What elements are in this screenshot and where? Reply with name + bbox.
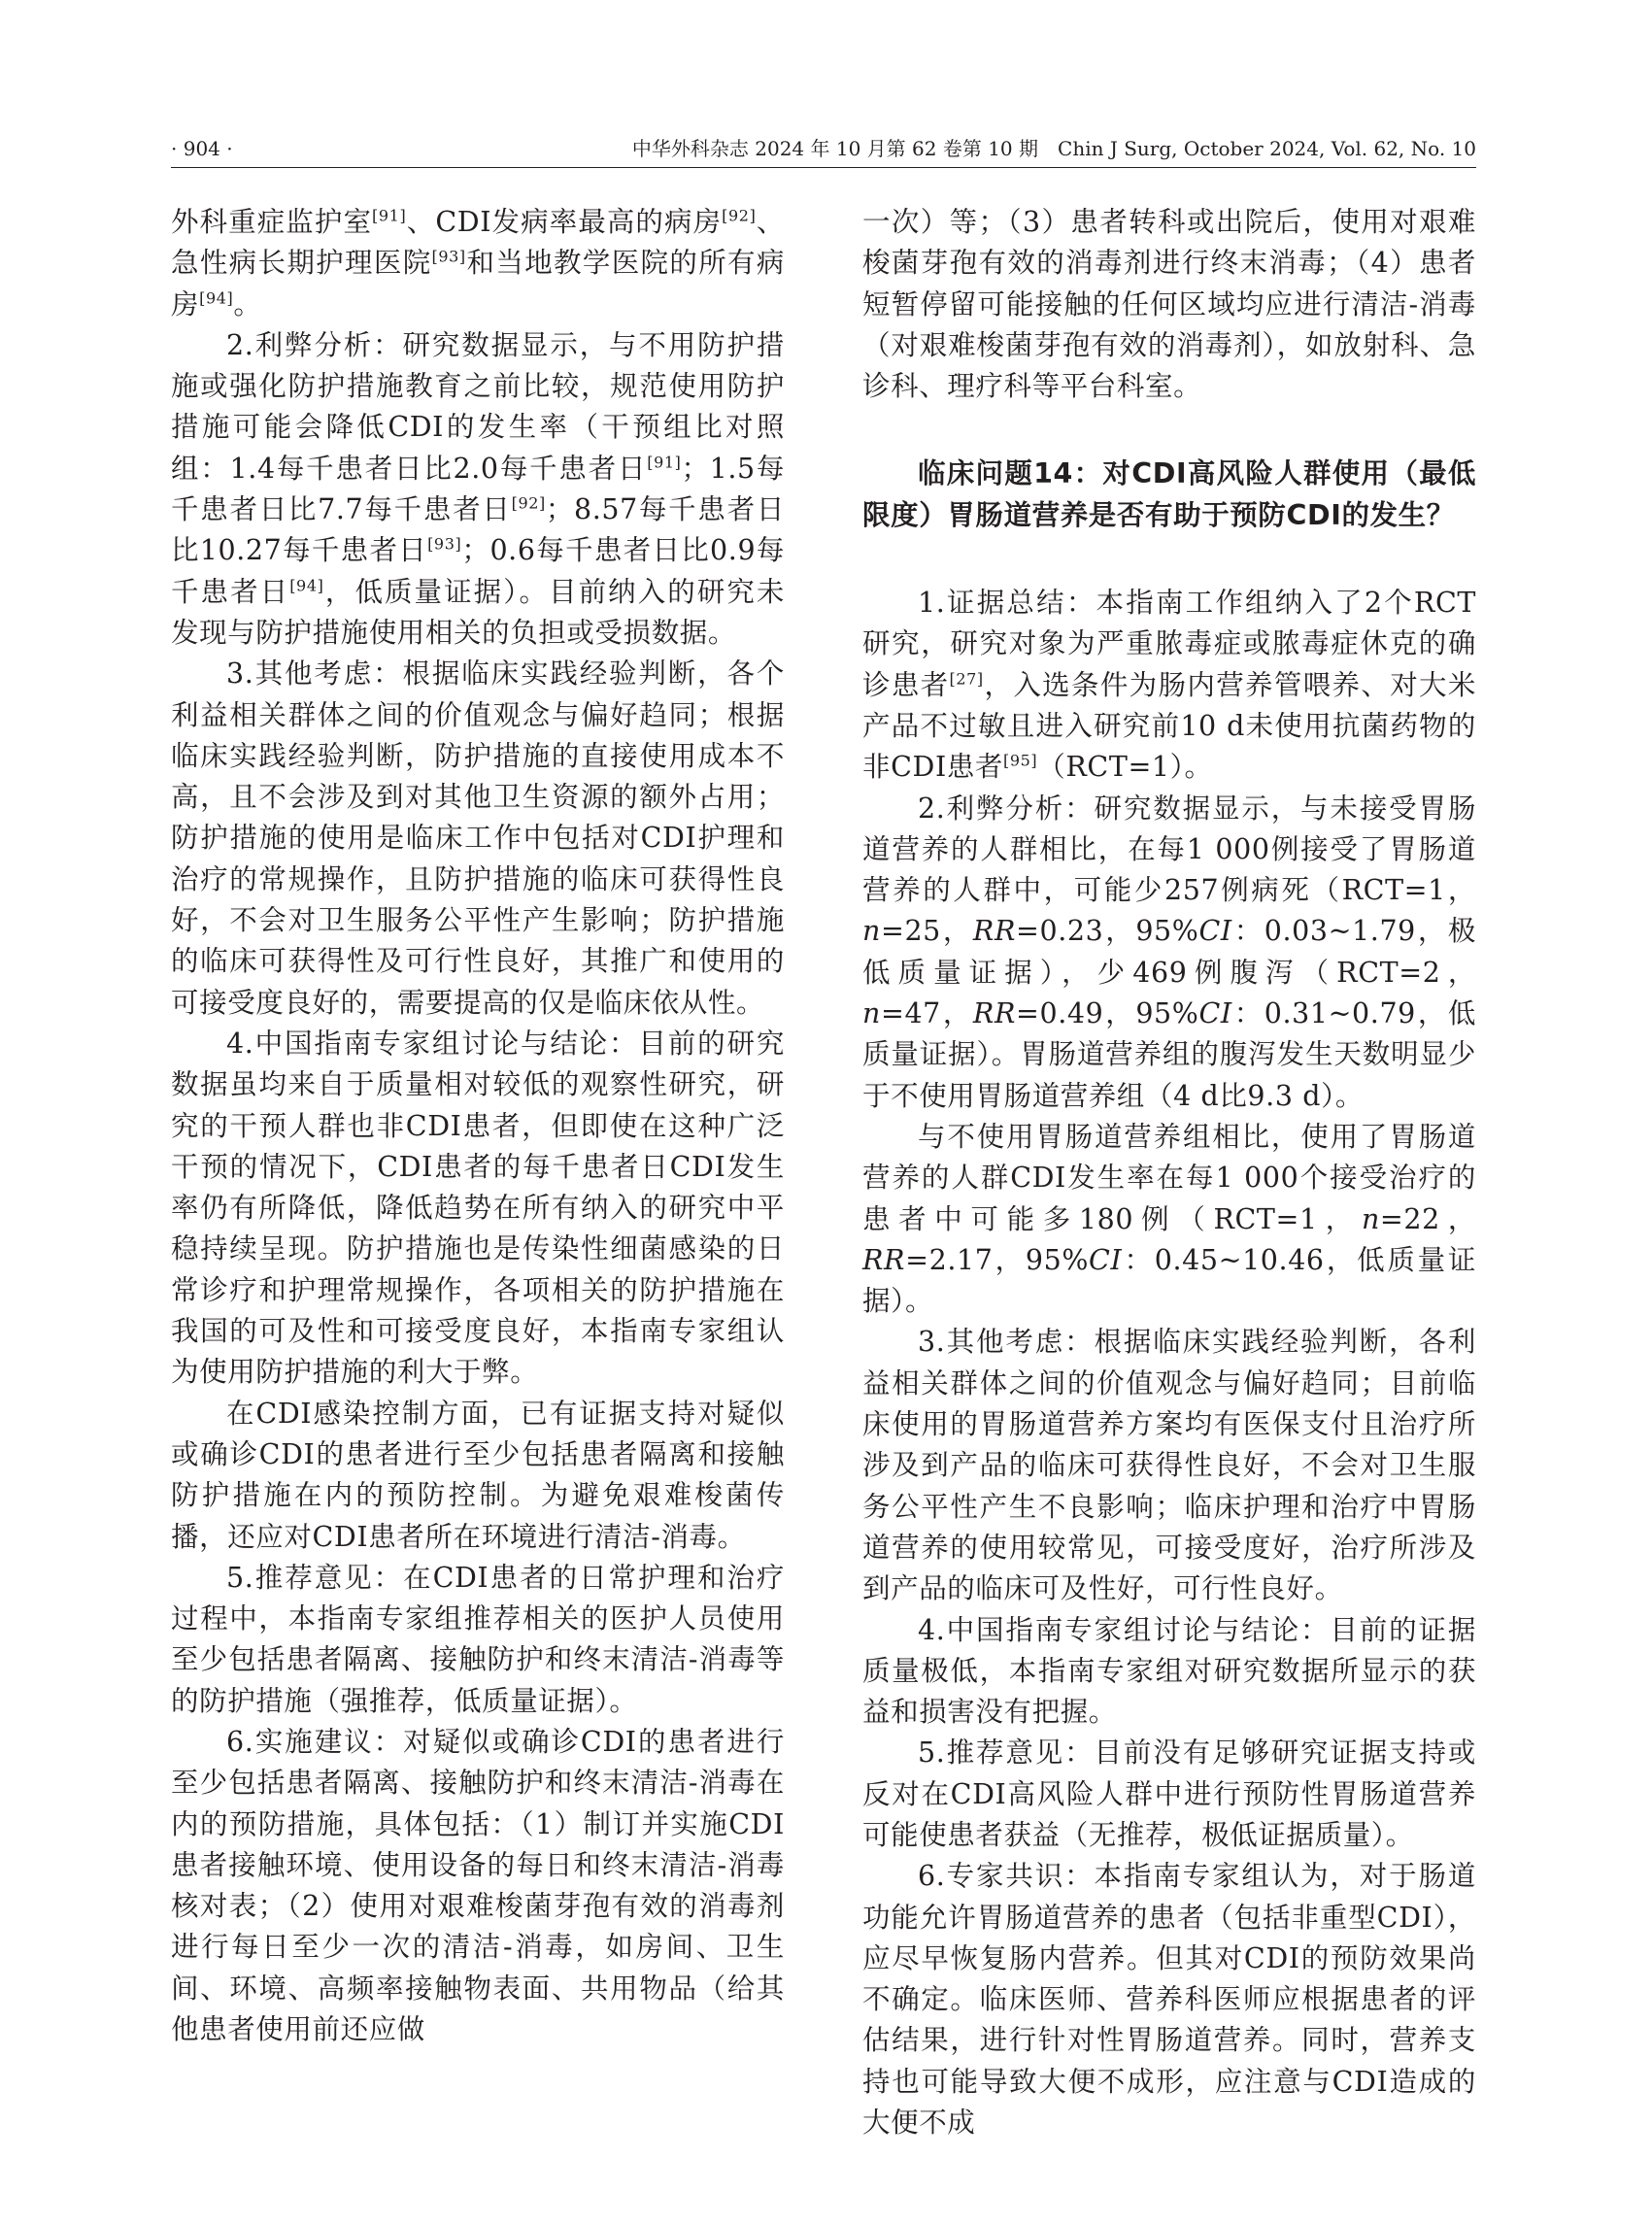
paragraph-benefit-analysis <box>862 789 1476 1117</box>
paragraph-cdi-incidence <box>862 1117 1476 1322</box>
italic-symbol: n <box>862 915 881 948</box>
paragraph-evidence-summary <box>862 583 1476 788</box>
clinical-question-heading: 临床问题14：对CDI高风险人群使用（最低限度）胃肠道营养是否有助于预防CDI的发生？ <box>862 457 1476 531</box>
paragraph-other-considerations: 3.其他考虑：根据临床实践经验判断，各利益相关群体之间的价值观念与偏好趋同；目前临床使用的胃肠道营养方案均有医保支付且治疗所涉及到产品的临床可获得性良好，不会对卫生服务公平性产生不良影响；临床护理和治疗中胃肠道营养的使用较常见，可接受度好，治疗所涉及到产品的临床可及性好，可行性良好。 <box>862 1326 1476 1605</box>
text-span: =47， <box>880 997 973 1030</box>
paragraph-benefit-analysis <box>171 325 785 654</box>
text-span: =0.23，95% <box>1016 915 1199 948</box>
citation-ref: [94] <box>289 576 324 595</box>
text-span: ：0.31~0.79，低质量证据）。胃肠道营养组的腹泻发生天数明显少于不使用胃肠道营养组（4 d比9.3 d）。 <box>862 997 1476 1112</box>
paragraph-recommendation: 5.推荐意见：目前没有足够研究证据支持或反对在CDI高风险人群中进行预防性胃肠道营养可能使患者获益（无推荐，极低证据质量）。 <box>862 1736 1476 1851</box>
text-span: ，低质量证据）。目前纳入的研究未发现与防护措施使用相关的负担或受损数据。 <box>171 575 785 649</box>
text-span: =25， <box>880 915 973 948</box>
citation-ref: [94] <box>199 288 234 308</box>
text-span: ，入选条件为肠内营养管喂养、对大米产品不过敏且进入研究前10 d未使用抗菌药物的非CDI患者 <box>862 668 1476 784</box>
text-span: ；1.5每千患者日比7.7每千患者日 <box>171 452 785 526</box>
paragraph-expert-consensus: 6.专家共识：本指南专家组认为，对于肠道功能允许胃肠道营养的患者（包括非重型CDI），应尽早恢复肠内营养。但其对CDI的预防效果尚不确定。临床医师、营养科医师应根据患者的评估结果，进行针对性胃肠道营养。同时，营养支持也可能导致大便不成形，应注意与CDI造成的大便不成 <box>862 1860 1476 2140</box>
italic-symbol: n <box>1361 1202 1380 1235</box>
text-span: 。 <box>233 287 262 320</box>
paragraph-recommendation: 5.推荐意见：在CDI患者的日常护理和治疗过程中，本指南专家组推荐相关的医护人员使用至少包括患者隔离、接触防护和终末清洁-消毒等的防护措施（强推荐，低质量证据）。 <box>171 1561 785 1717</box>
text-span: 2.利弊分析：研究数据显示，与未接受胃肠道营养的人群相比，在每1 000例接受了胃肠道营养的人群中，可能少257例病死（RCT=1， <box>862 792 1476 907</box>
text-span: 2.利弊分析：研究数据显示，与不用防护措施或强化防护措施教育之前比较，规范使用防护措施可能会降低CDI的发生率（干预组比对照组：1.4每千患者日比2.0每千患者日 <box>171 328 785 485</box>
citation-ref: [91] <box>647 453 682 472</box>
text-span: （RCT=1）。 <box>1037 751 1213 784</box>
text-span: 、CDI发病率最高的病房 <box>406 206 723 238</box>
text-span: =22， <box>1379 1202 1477 1235</box>
citation-ref: [27] <box>949 669 984 689</box>
journal-citation: 中华外科杂志 2024 年 10 月第 62 卷第 10 期 Chin J Surg, October 2024, Vol. 62, No. 10 <box>631 137 1476 160</box>
paragraph-settings-list <box>171 202 785 325</box>
citation-ref: [93] <box>431 247 466 266</box>
text-span: 外科重症监护室 <box>171 206 373 238</box>
text-span: ；8.57每千患者日比10.27每千患者日 <box>171 493 785 567</box>
text-span: ；0.6每千患者日比0.9每千患者日 <box>171 534 785 608</box>
text-span: 和当地教学医院的所有病房 <box>171 247 785 320</box>
citation-ref: [93] <box>427 534 462 554</box>
header-rule <box>171 167 1476 168</box>
text-span: =2.17，95% <box>905 1243 1090 1276</box>
italic-symbol: CI <box>1089 1243 1123 1276</box>
italic-symbol: RR <box>972 915 1017 948</box>
text-span: 1.证据总结：本指南工作组纳入了2个RCT研究，研究对象为严重脓毒症或脓毒症休克的确诊患者 <box>862 587 1476 701</box>
text-span: ：0.03~1.79，极低质量证据），少469例腹泻（RCT=2， <box>862 915 1476 989</box>
paragraph-expert-discussion: 4.中国指南专家组讨论与结论：目前的证据质量极低，本指南专家组对研究数据所显示的获益和损害没有把握。 <box>862 1613 1476 1729</box>
paragraph-infection-control: 在CDI感染控制方面，已有证据支持对疑似或确诊CDI的患者进行至少包括患者隔离和接触防护措施在内的预防控制。为避免艰难梭菌传播，还应对CDI患者所在环境进行清洁-消毒。 <box>171 1397 785 1553</box>
italic-symbol: CI <box>1198 915 1232 948</box>
paragraph-implementation: 6.实施建议：对疑似或确诊CDI的患者进行至少包括患者隔离、接触防护和终末清洁-消毒在内的预防措施，具体包括：（1）制订并实施CDI患者接触环境、使用设备的每日和终末清洁-消毒核对表；（2）使用对艰难梭菌芽孢有效的消毒剂进行每日至少一次的清洁-消毒，如房间、卫生间、环境、高频率接触物表面、共用物品（给其他患者使用前还应做 <box>171 1725 785 2046</box>
italic-symbol: RR <box>972 997 1017 1030</box>
right-column <box>862 202 1476 2143</box>
citation-ref: [92] <box>511 493 546 513</box>
text-span: 与不使用胃肠道营养组相比，使用了胃肠道营养的人群CDI发生率在每1 000个接受治疗的患者中可能多180例（RCT=1， <box>862 1120 1476 1235</box>
citation-ref: [92] <box>722 206 757 225</box>
running-header <box>171 134 1476 163</box>
text-span: 、急性病长期护理医院 <box>171 206 785 280</box>
page-number: · 904 · <box>171 137 233 160</box>
paragraph-expert-discussion: 4.中国指南专家组讨论与结论：目前的研究数据虽均来自于质量相对较低的观察性研究，研究的干预人群也非CDI患者，但即使在这种广泛干预的情况下，CDI患者的每千患者日CDI发生率仍有所降低，降低趋势在所有纳入的研究中平稳持续呈现。防护措施也是传染性细菌感染的日常诊疗和护理常规操作，各项相关的防护措施在我国的可及性和可接受度良好，本指南专家组认为使用防护措施的利大于弊。 <box>171 1027 785 1389</box>
text-span: =0.49，95% <box>1016 997 1199 1030</box>
paragraph-implementation-cont: 一次）等；（3）患者转科或出院后，使用对艰难梭菌芽孢有效的消毒剂进行终末消毒；（4）患者短暂停留可能接触的任何区域均应进行清洁-消毒（对艰难梭菌芽孢有效的消毒剂），如放射科、急诊科、理疗科等平台科室。 <box>862 206 1476 403</box>
citation-ref: [91] <box>372 206 407 225</box>
citation-ref: [95] <box>1003 751 1038 770</box>
italic-symbol: RR <box>862 1243 906 1276</box>
paragraph-other-considerations: 3.其他考虑：根据临床实践经验判断，各个利益相关群体之间的价值观念与偏好趋同；根据临床实践经验判断，防护措施的直接使用成本不高，且不会涉及到对其他卫生资源的额外占用；防护措施的使用是临床工作中包括对CDI护理和治疗的常规操作，且防护措施的临床可获得性良好，不会对卫生服务公平性产生影响；防护措施的临床可获得性及可行性良好，其推广和使用的可接受度良好的，需要提高的仅是临床依从性。 <box>171 657 785 1019</box>
left-column <box>171 202 785 2050</box>
italic-symbol: n <box>862 997 881 1030</box>
italic-symbol: CI <box>1198 997 1232 1030</box>
text-span: ：0.45~10.46，低质量证据）。 <box>862 1243 1476 1318</box>
